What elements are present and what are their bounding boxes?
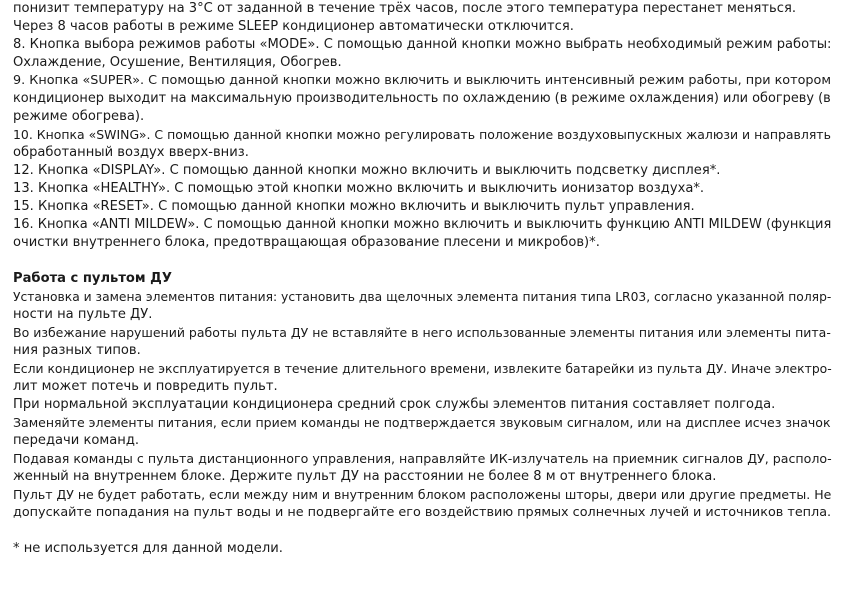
paragraph-line: При нормальной эксплуатации кондиционера средний срок службы элементов питания составляет полгода.	[13, 397, 776, 412]
button-description-swing: 10. Кнопка «SWING». С помощью данной кнопки можно регулировать положение воздуховыпускных жалюзи и направлять	[13, 127, 831, 142]
footnote: * не используется для данной модели.	[13, 541, 283, 556]
paragraph-line: передачи команд.	[13, 433, 140, 448]
text-line: кондиционер выходит на максимальную производительность по охлаждению (в режиме охлаждения) или обогреву (в	[13, 91, 831, 106]
text-line: обработанный воздух вверх-вниз.	[13, 145, 249, 160]
spacer	[13, 252, 831, 270]
text-line: режиме обогрева).	[13, 109, 145, 124]
text-line: Через 8 часов работы в режиме SLEEP кондиционер автоматически отключится.	[13, 19, 574, 34]
paragraph-line: Пульт ДУ не будет работать, если между ним и внутренним блоком расположены шторы, двери или другие предметы. Не	[13, 487, 832, 502]
paragraph-line: женный на внутреннем блоке. Держите пульт ДУ на расстоянии не более 8 м от внутреннего блока.	[13, 469, 717, 484]
section-heading: Работа с пультом ДУ	[13, 271, 172, 286]
button-description-reset: 15. Кнопка «RESET». С помощью данной кнопки можно включить и выключить пульт управления.	[13, 199, 695, 214]
paragraph-line: Во избежание нарушений работы пульта ДУ не вставляйте в него использованные элементы питания или элементы пита-	[13, 325, 831, 340]
paragraph-line: ности на пульте ДУ.	[13, 307, 153, 322]
button-description-healthy: 13. Кнопка «HEALTHY». С помощью этой кнопки можно включить и выключить ионизатор воздуха*.	[13, 181, 705, 196]
text-line: Охлаждение, Осушение, Вентиляция, Обогрев.	[13, 55, 342, 70]
button-description-mode: 8. Кнопка выбора режимов работы «MODE». С помощью данной кнопки можно выбрать необходимый режим работы:	[13, 37, 832, 52]
paragraph-line: Если кондиционер не эксплуатируется в течение длительного времени, извлеките батарейки из пульта ДУ. Иначе электро-	[13, 362, 832, 376]
text-line: понизит температуру на 3°С от заданной в течение трёх часов, после этого температура перестанет меняться.	[13, 1, 796, 16]
text-line: очистки внутреннего блока, предотвращающая образование плесени и микробов)*.	[13, 235, 600, 250]
spacer	[13, 522, 831, 540]
paragraph-line: Подавая команды с пульта дистанционного управления, направляйте ИК-излучатель на приемник сигналов ДУ, располо-	[13, 451, 832, 466]
document-page	[13, 0, 831, 558]
paragraph-line: ния разных типов.	[13, 343, 141, 358]
paragraph-line: допускайте попадания на пульт воды и не подвергайте его воздействию прямых солнечных лучей и источников тепла.	[13, 505, 832, 520]
button-description-display: 12. Кнопка «DISPLAY». С помощью данной кнопки можно включить и выключить подсветку дисплея*.	[13, 163, 721, 178]
paragraph-line: Установка и замена элементов питания: установить два щелочных элемента питания типа LR03, согласно указанной поляр-	[13, 290, 832, 304]
button-description-anti-mildew: 16. Кнопка «ANTI MILDEW». С помощью данной кнопки можно включить и выключить функцию ANTI MILDEW (функция	[13, 217, 832, 232]
button-description-super: 9. Кнопка «SUPER». С помощью данной кнопки можно включить и выключить интенсивный режим работы, при котором	[13, 73, 831, 88]
paragraph-line: лит может потечь и повредить пульт.	[13, 379, 278, 394]
paragraph-line: Заменяйте элементы питания, если прием команды не подтверждается звуковым сигналом, или на дисплее исчез значок	[13, 415, 831, 430]
